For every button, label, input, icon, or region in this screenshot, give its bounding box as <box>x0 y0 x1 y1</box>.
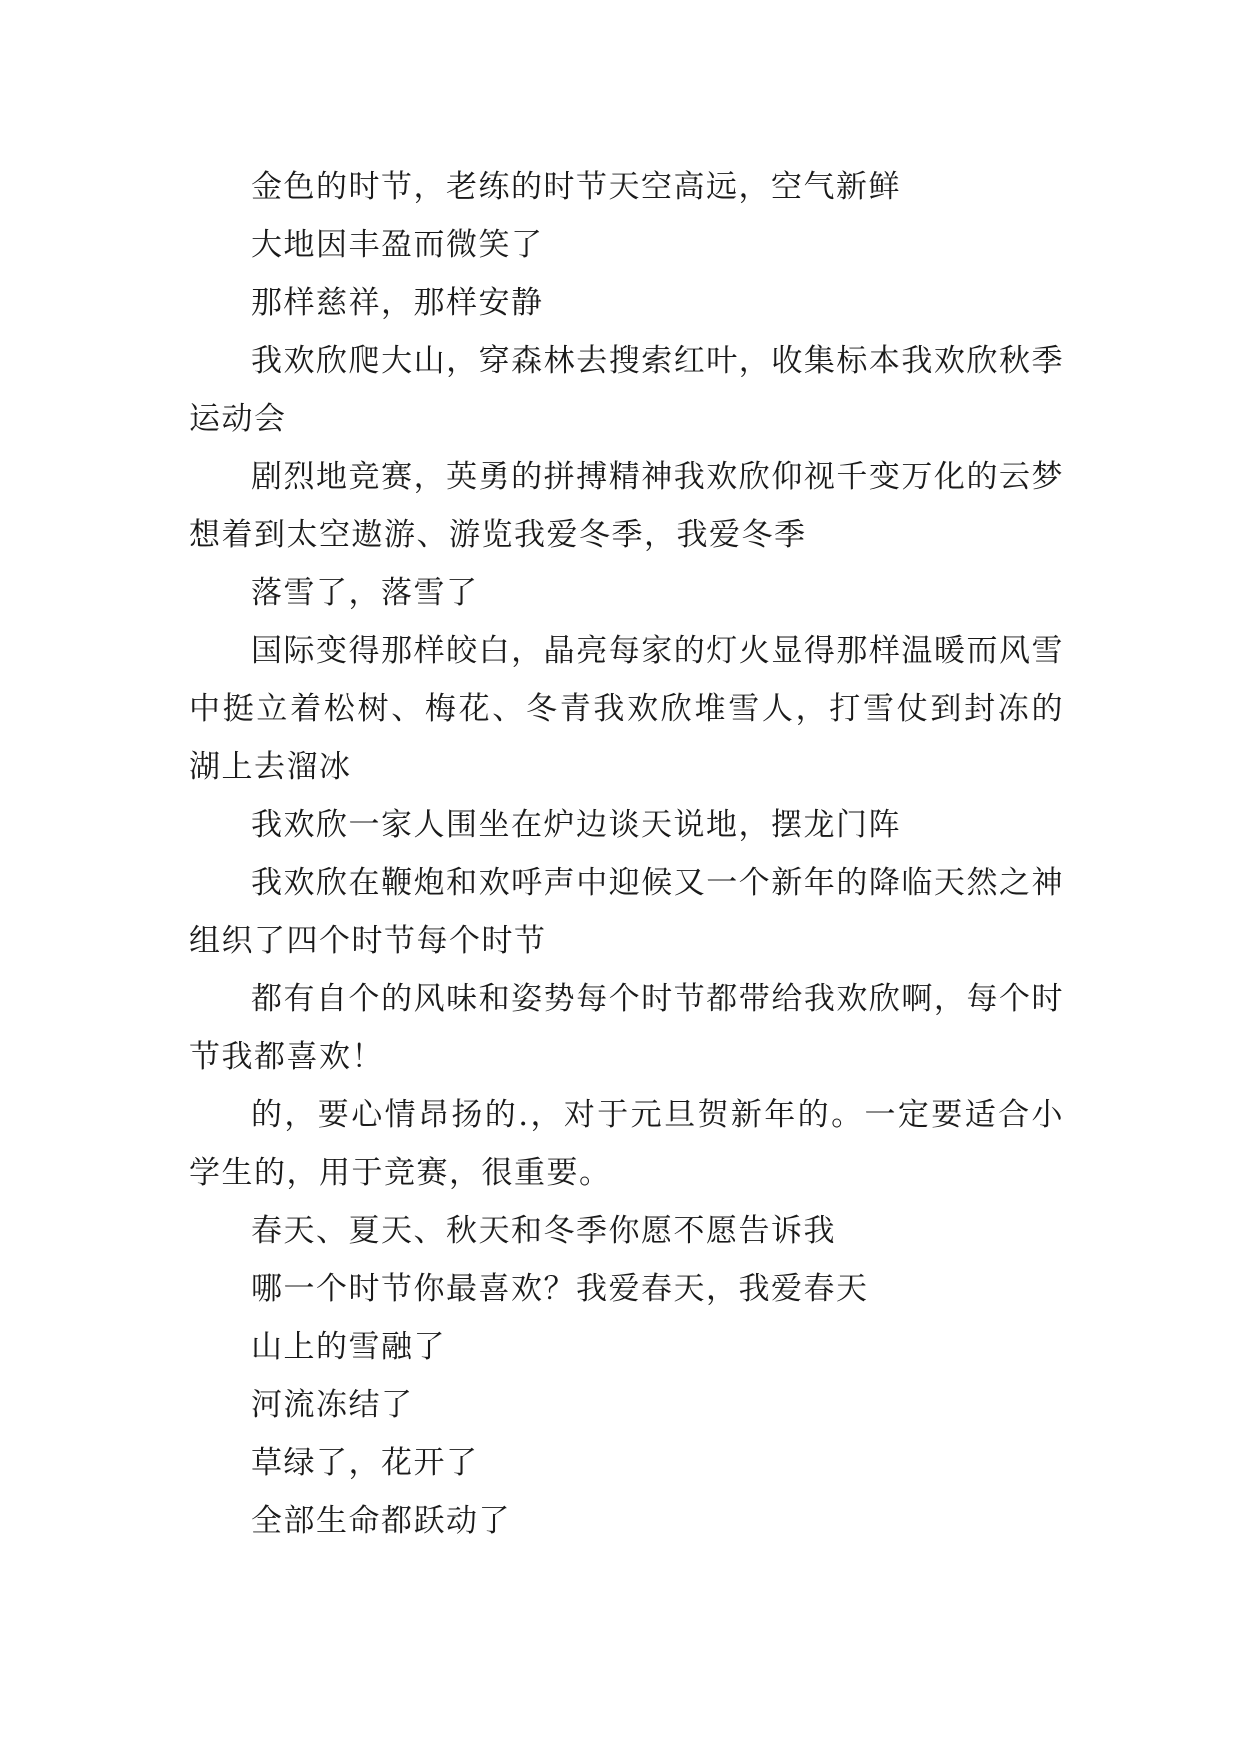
paragraph: 国际变得那样皎白，晶亮每家的灯火显得那样温暖而风雪中挺立着松树、梅花、冬青我欢欣堆雪人，打雪仗到封冻的湖上去溜冰 <box>189 633 1064 785</box>
paragraph: 我欢欣在鞭炮和欢呼声中迎候又一个新年的降临天然之神组织了四个时节每个时节 <box>189 865 1064 959</box>
paragraph: 河流冻结了 <box>251 1387 414 1423</box>
paragraph: 我欢欣一家人围坐在炉边谈天说地，摆龙门阵 <box>251 807 901 843</box>
paragraph: 大地因丰盈而微笑了 <box>251 227 544 263</box>
document-body <box>189 158 1064 1550</box>
paragraph: 的，要心情昂扬的.，对于元旦贺新年的。一定要适合小学生的，用于竞赛，很重要。 <box>189 1097 1064 1191</box>
paragraph: 哪一个时节你最喜欢？我爱春天，我爱春天 <box>251 1271 869 1307</box>
paragraph: 我欢欣爬大山，穿森林去搜索红叶，收集标本我欢欣秋季运动会 <box>189 343 1064 437</box>
paragraph: 剧烈地竞赛，英勇的拼搏精神我欢欣仰视千变万化的云梦想着到太空遨游、游览我爱冬季，我爱冬季 <box>189 459 1064 553</box>
paragraph: 落雪了，落雪了 <box>251 575 479 611</box>
paragraph: 山上的雪融了 <box>251 1329 446 1365</box>
paragraph: 金色的时节，老练的时节天空高远，空气新鲜 <box>251 169 901 205</box>
paragraph: 春天、夏天、秋天和冬季你愿不愿告诉我 <box>251 1213 836 1249</box>
paragraph: 全部生命都跃动了 <box>251 1503 511 1539</box>
paragraph: 那样慈祥，那样安静 <box>251 285 544 321</box>
paragraph: 都有自个的风味和姿势每个时节都带给我欢欣啊，每个时节我都喜欢！ <box>189 981 1064 1075</box>
paragraph: 草绿了，花开了 <box>251 1445 479 1481</box>
